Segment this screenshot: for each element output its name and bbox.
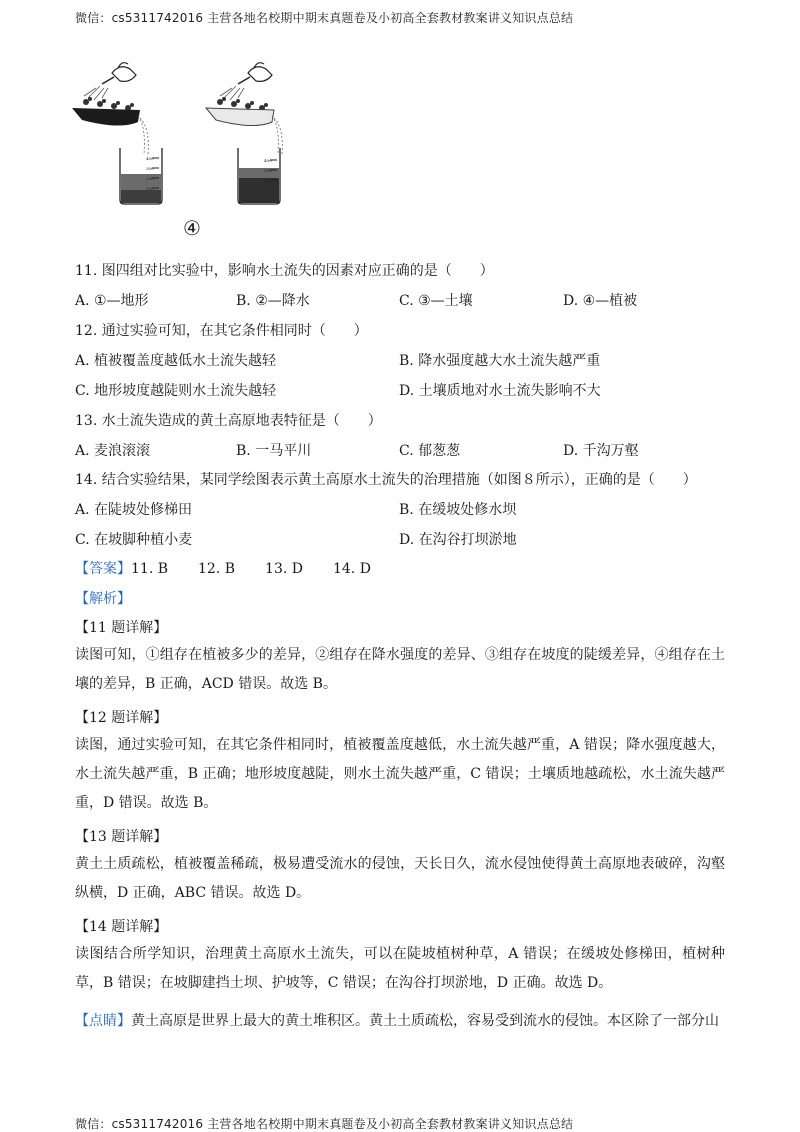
d14-text: 读图结合所学知识，治理黄土高原水土流失，可以在陡坡植树种草，A 错误；在缓坡处修梯田，植树种草，B 错误；在坡脚建挡土坝、护坡等，C 错误；在沟谷打坝淤地，D 正确。故选 D。 — [75, 946, 725, 991]
q11-option-a: A. ①—地形 — [75, 293, 149, 309]
q13-option-d: D. 千沟万壑 — [563, 443, 639, 459]
svg-text:100: 100 — [146, 186, 154, 191]
page-header: 微信：cs5311742016 主营各地名校期中期末真题卷及小初高全套教材教案讲义知识点总结 — [75, 11, 574, 25]
d12-text: 读图，通过实验可知，在其它条件相同时，植被覆盖度越低，水土流失越严重，A 错误；降水强度越大，水土流失越严重，B 正确；地形坡度越陡，则水土流失越严重，C 错误；土壤质地越疏松，水土流失越严重，D 错误。故选 B。 — [75, 737, 725, 811]
d11-text: 读图可知，①组存在植被多少的差异，②组存在降水强度的差异、③组存在坡度的陡缓差异，④组存在土壤的差异，B 正确，ACD 错误。故选 B。 — [75, 647, 725, 692]
experiment-figure — [60, 50, 320, 245]
q11-option-b: B. ②—降水 — [236, 293, 310, 309]
svg-text:300: 300 — [146, 166, 154, 171]
q14-option-c: C. 在坡脚种植小麦 — [75, 532, 193, 548]
left-watering-can-icon — [102, 63, 136, 84]
answer-item: 14. D — [332, 561, 371, 577]
right-beaker — [238, 148, 280, 204]
answer-item: 12. B — [198, 561, 236, 577]
q11-option-c: C. ③—土壤 — [399, 293, 473, 309]
q12-stem: 12. 通过实验可知，在其它条件相同时（ ） — [75, 323, 368, 339]
d13-title: 【13 题详解】 — [75, 829, 168, 845]
svg-text:400: 400 — [146, 156, 154, 161]
tip-tag: 【点睛】 — [75, 1013, 131, 1029]
figure-label: ④ — [183, 216, 201, 240]
q11-option-d: D. ④—植被 — [563, 293, 638, 309]
tip-text: 黄土高原是世界上最大的黄土堆积区。黄土土质疏松，容易受到流水的侵蚀。本区除了一部分山 — [131, 1013, 719, 1029]
answer-item: 11. B — [131, 561, 169, 577]
q13-option-c: C. 郁葱葱 — [399, 443, 461, 459]
q14-option-a: A. 在陡坡处修梯田 — [75, 502, 193, 518]
q14-option-d: D. 在沟谷打坝淤地 — [399, 532, 517, 548]
svg-text:200: 200 — [264, 178, 272, 183]
page-footer: 微信：cs5311742016 主营各地名校期中期末真题卷及小初高全套教材教案讲义知识点总结 — [75, 1117, 574, 1131]
right-watering-can-icon — [238, 63, 272, 84]
q12-option-d: D. 土壤质地对水土流失影响不大 — [399, 383, 601, 399]
q11-stem: 11. 图四组对比实验中，影响水土流失的因素对应正确的是（ ） — [75, 263, 494, 279]
analysis-tag: 【解析】 — [75, 591, 131, 607]
right-runoff — [272, 116, 282, 154]
svg-text:200: 200 — [146, 176, 154, 181]
d14-title: 【14 题详解】 — [75, 919, 168, 935]
left-rain-drops — [84, 86, 108, 100]
left-tray — [72, 108, 140, 126]
answer-tag: 【答案】 — [75, 561, 131, 577]
q13-option-a: A. 麦浪滚滚 — [75, 443, 151, 459]
q13-option-b: B. 一马平川 — [236, 443, 312, 459]
left-runoff — [138, 116, 148, 154]
q12-option-b: B. 降水强度越大水土流失越严重 — [399, 353, 601, 369]
svg-text:300: 300 — [264, 168, 272, 173]
answer-line — [75, 558, 401, 578]
q13-stem: 13. 水土流失造成的黄土高原地表特征是（ ） — [75, 413, 382, 429]
q12-option-c: C. 地形坡度越陡则水土流失越轻 — [75, 383, 277, 399]
d12-title: 【12 题详解】 — [75, 710, 168, 726]
tip-line — [75, 1010, 719, 1030]
right-tray — [206, 108, 274, 126]
q12-option-a: A. 植被覆盖度越低水土流失越轻 — [75, 353, 277, 369]
d13-text: 黄土土质疏松，植被覆盖稀疏，极易遭受流水的侵蚀，天长日久，流水侵蚀使得黄土高原地表破碎，沟壑纵横，D 正确，ABC 错误。故选 D。 — [75, 856, 725, 901]
answer-item: 13. D — [265, 561, 303, 577]
q14-stem: 14. 结合实验结果，某同学绘图表示黄土高原水土流失的治理措施（如图８所示），正确的是（ ） — [75, 472, 697, 488]
d11-title: 【11 题详解】 — [75, 620, 168, 636]
svg-text:400: 400 — [264, 158, 272, 163]
q14-option-b: B. 在缓坡处修水坝 — [399, 502, 517, 518]
left-beaker — [120, 148, 162, 204]
